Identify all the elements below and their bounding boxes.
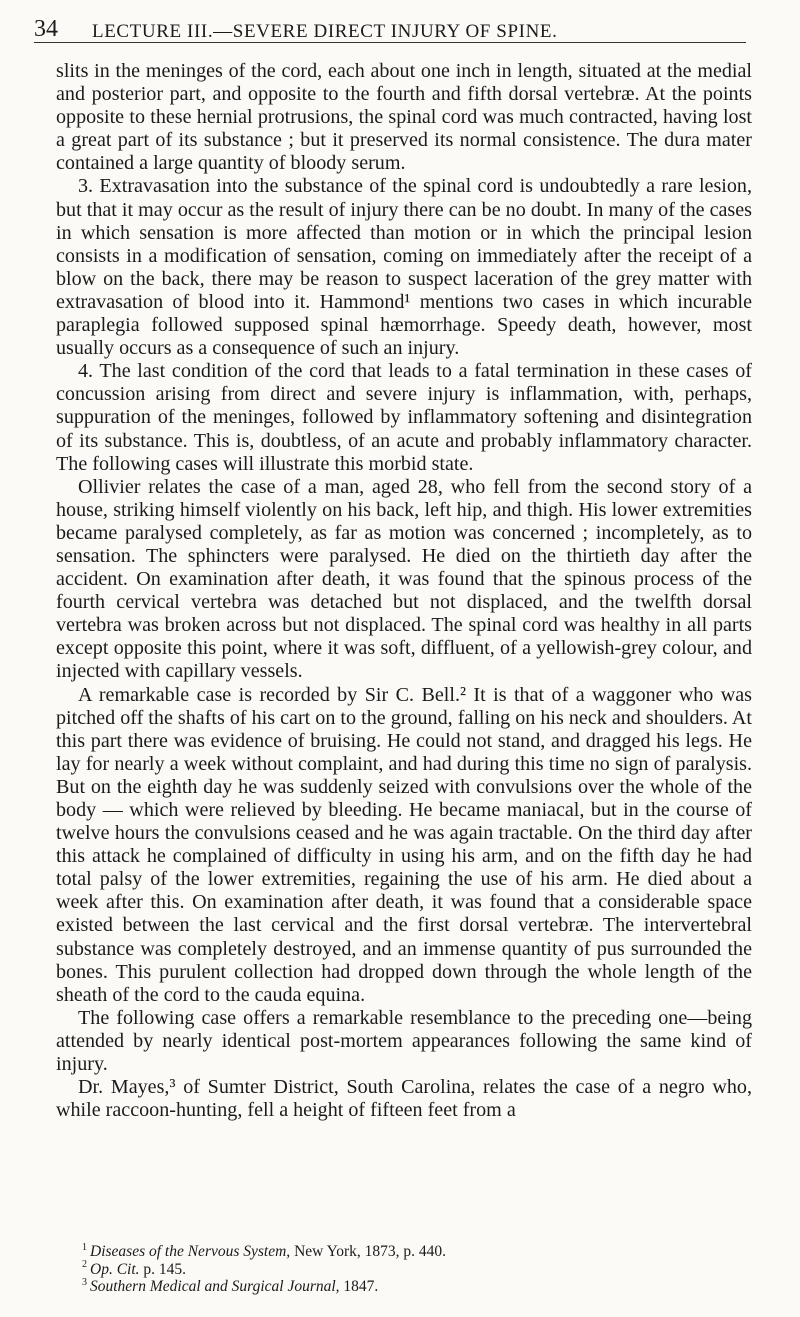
footnote [82, 1278, 742, 1296]
page-number: 34 [34, 16, 58, 42]
footnote-text: 1847. [339, 1278, 379, 1295]
footnote-title: Southern Medical and Surgical Journal, [90, 1278, 340, 1295]
page-header [34, 8, 746, 43]
paragraph: Dr. Mayes,³ of Sumter District, South Carolina, relates the case of a negro who, while raccoon-hunting, fell a height of fifteen feet from a [56, 1076, 752, 1122]
footnote-title: Diseases of the Nervous System, [90, 1243, 291, 1260]
footnote-text: p. 145. [139, 1260, 187, 1278]
footnote-text: New York, 1873, p. 440. [290, 1243, 447, 1260]
paragraph: 4. The last condition of the cord that leads to a fatal termination in these cases of concussion arising from direct and severe injury is inflammation, with, perhaps, suppuration of the meninges, followed by inflammatory softening and disintegration of its substance. This is, doubtless, of an acute and probably inflammatory character. The following cases will illustrate this morbid state. [56, 360, 752, 475]
paragraph: 3. Extravasation into the substance of the spinal cord is undoubtedly a rare lesion, but that it may occur as the result of injury there can be no doubt. In many of the cases in which sensation is more affected than motion or in which the principal lesion consists in a modification of sensation, coming on immediately after the receipt of a blow on the back, there may be reason to suspect laceration of the grey matter with extravasation of blood into it. Hammond¹ mentions two cases in which incurable paraplegia followed supposed spinal hæmorrhage. Speedy death, however, most usually occurs as a consequence of such an injury. [56, 175, 752, 360]
paragraph: The following case offers a remarkable resemblance to the preceding one—being attended by nearly identical post-mortem appearances following the same kind of injury. [56, 1006, 752, 1076]
paragraph: slits in the meninges of the cord, each about one inch in length, situated at the medial and posterior part, and opposite to the fourth and fifth dorsal vertebræ. At the points opposite to these hernial protrusions, the spinal cord was much contracted, having lost a great part of its substance ; but it preserved its normal consistence. The dura mater contained a large quantity of bloody serum. [56, 60, 752, 175]
footnote-marker: 1 [82, 1241, 87, 1253]
footnote [82, 1261, 742, 1279]
footnote-title: Op. Cit. [90, 1260, 140, 1278]
paragraph: Ollivier relates the case of a man, aged 28, who fell from the second story of a house, striking himself violently on his back, left hip, and thigh. His lower extremities became paralysed completely, as far as motion was concerned ; incompletely, as to sensation. The sphincters were paralysed. He died on the thirtieth day after the accident. On examination after death, it was found that the spinous process of the fourth cervical vertebra was detached but not displaced, and the twelfth dorsal vertebra was broken across but not displaced. The spinal cord was healthy in all parts except opposite this point, where it was soft, diffluent, of a yellowish-grey colour, and injected with capillary vessels. [56, 475, 752, 683]
body-text [56, 60, 752, 1122]
footnote-marker: 3 [82, 1276, 87, 1288]
paragraph: A remarkable case is recorded by Sir C. Bell.² It is that of a waggoner who was pitched off the shafts of his cart on to the ground, falling on his neck and shoulders. At this part there was evidence of bruising. He could not stand, and dragged his legs. He lay for nearly a week without complaint, and had during this time no sign of paralysis. But on the eighth day he was suddenly seized with convulsions over the whole of the body — which were relieved by bleeding. He became maniacal, but in the course of twelve hours the convulsions ceased and he was again tractable. On the third day after this attack he complained of difficulty in using his arm, and on the fifth day he had total palsy of the lower extremities, regaining the use of his arm. He died about a week after this. On examination after death, it was found that a considerable space existed between the last cervical and the first dorsal vertebræ. The intervertebral substance was completely destroyed, and an immense quantity of pus surrounded the bones. This purulent collection had dropped down through the whole length of the sheath of the cord to the cauda equina. [56, 683, 752, 1006]
footnote-marker: 2 [82, 1259, 87, 1271]
footnotes [82, 1243, 742, 1296]
running-head: LECTURE III.—SEVERE DIRECT INJURY OF SPINE. [92, 21, 558, 42]
footnote [82, 1243, 742, 1261]
